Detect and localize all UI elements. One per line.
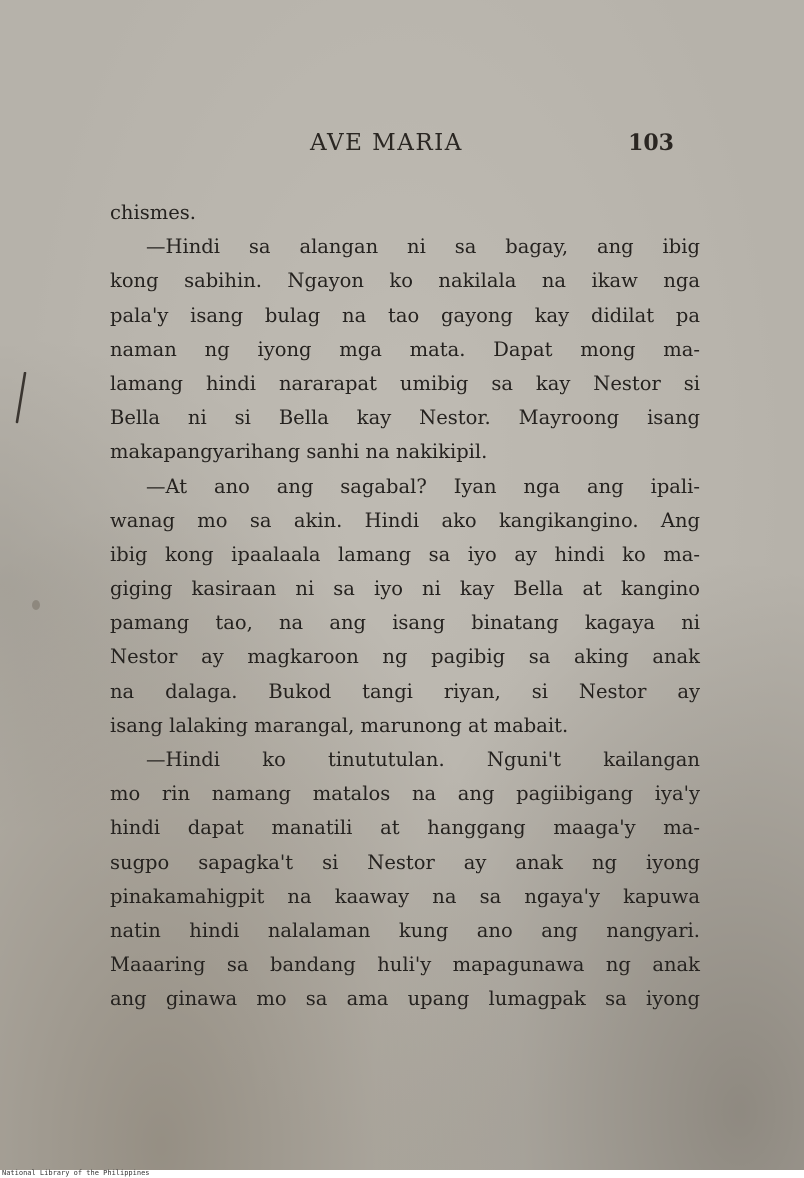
text-line: pamang tao, na ang isang binatang kagaya ni — [110, 611, 700, 635]
text-line: —At ano ang sagabal? Iyan nga ang ipali- — [146, 474, 700, 498]
body-text — [110, 196, 700, 1017]
text-line: mo rin namang matalos na ang pagiibigang iya'y — [110, 782, 700, 806]
text-line: giging kasiraan ni sa iyo ni kay Bella at kangino — [110, 577, 700, 601]
text-line: ang ginawa mo sa ama upang lumagpak sa iyong — [110, 987, 700, 1011]
text-line: Bella ni si Bella kay Nestor. Mayroong isang — [110, 406, 700, 430]
text-line: na dalaga. Bukod tangi riyan, si Nestor ay — [110, 679, 700, 703]
text-line: naman ng iyong mga mata. Dapat mong ma- — [110, 337, 700, 361]
text-line: Maaaring sa bandang huli'y mapagunawa ng anak — [110, 953, 700, 977]
text-line: ibig kong ipaalaala lamang sa iyo ay hindi ko ma- — [110, 542, 700, 566]
text-line: isang lalaking marangal, marunong at mabait. — [110, 713, 569, 737]
text-line: pinakamahigpit na kaaway na sa ngaya'y kapuwa — [110, 884, 700, 908]
text-line: —Hindi sa alangan ni sa bagay, ang ibig — [146, 235, 700, 259]
text-line: —Hindi ko tinututulan. Nguni't kailangan — [146, 748, 700, 771]
paper-speck — [32, 600, 40, 610]
text-line: Nestor ay magkaroon ng pagibig sa aking anak — [110, 645, 700, 669]
text-line: chismes. — [110, 201, 196, 224]
pen-mark-icon — [14, 372, 28, 424]
library-watermark: National Library of the Philippines — [2, 1169, 150, 1177]
text-line: natin hindi nalalaman kung ano ang nangyari. — [110, 918, 700, 942]
text-line: kong sabihin. Ngayon ko nakilala na ikaw nga — [110, 269, 700, 293]
running-head — [100, 126, 690, 166]
text-line: wanag mo sa akin. Hindi ako kangikangino. Ang — [110, 508, 700, 532]
running-title: AVE MARIA — [310, 130, 463, 156]
page-number: 103 — [628, 130, 674, 156]
text-line: sugpo sapagka't si Nestor ay anak ng iyong — [110, 850, 700, 874]
text-line: lamang hindi nararapat umibig sa kay Nestor si — [110, 371, 700, 395]
text-line: makapangyarihang sanhi na nakikipil. — [110, 440, 488, 464]
text-line: pala'y isang bulag na tao gayong kay didilat pa — [110, 303, 700, 327]
text-line: hindi dapat manatili at hanggang maaga'y ma- — [110, 816, 700, 840]
